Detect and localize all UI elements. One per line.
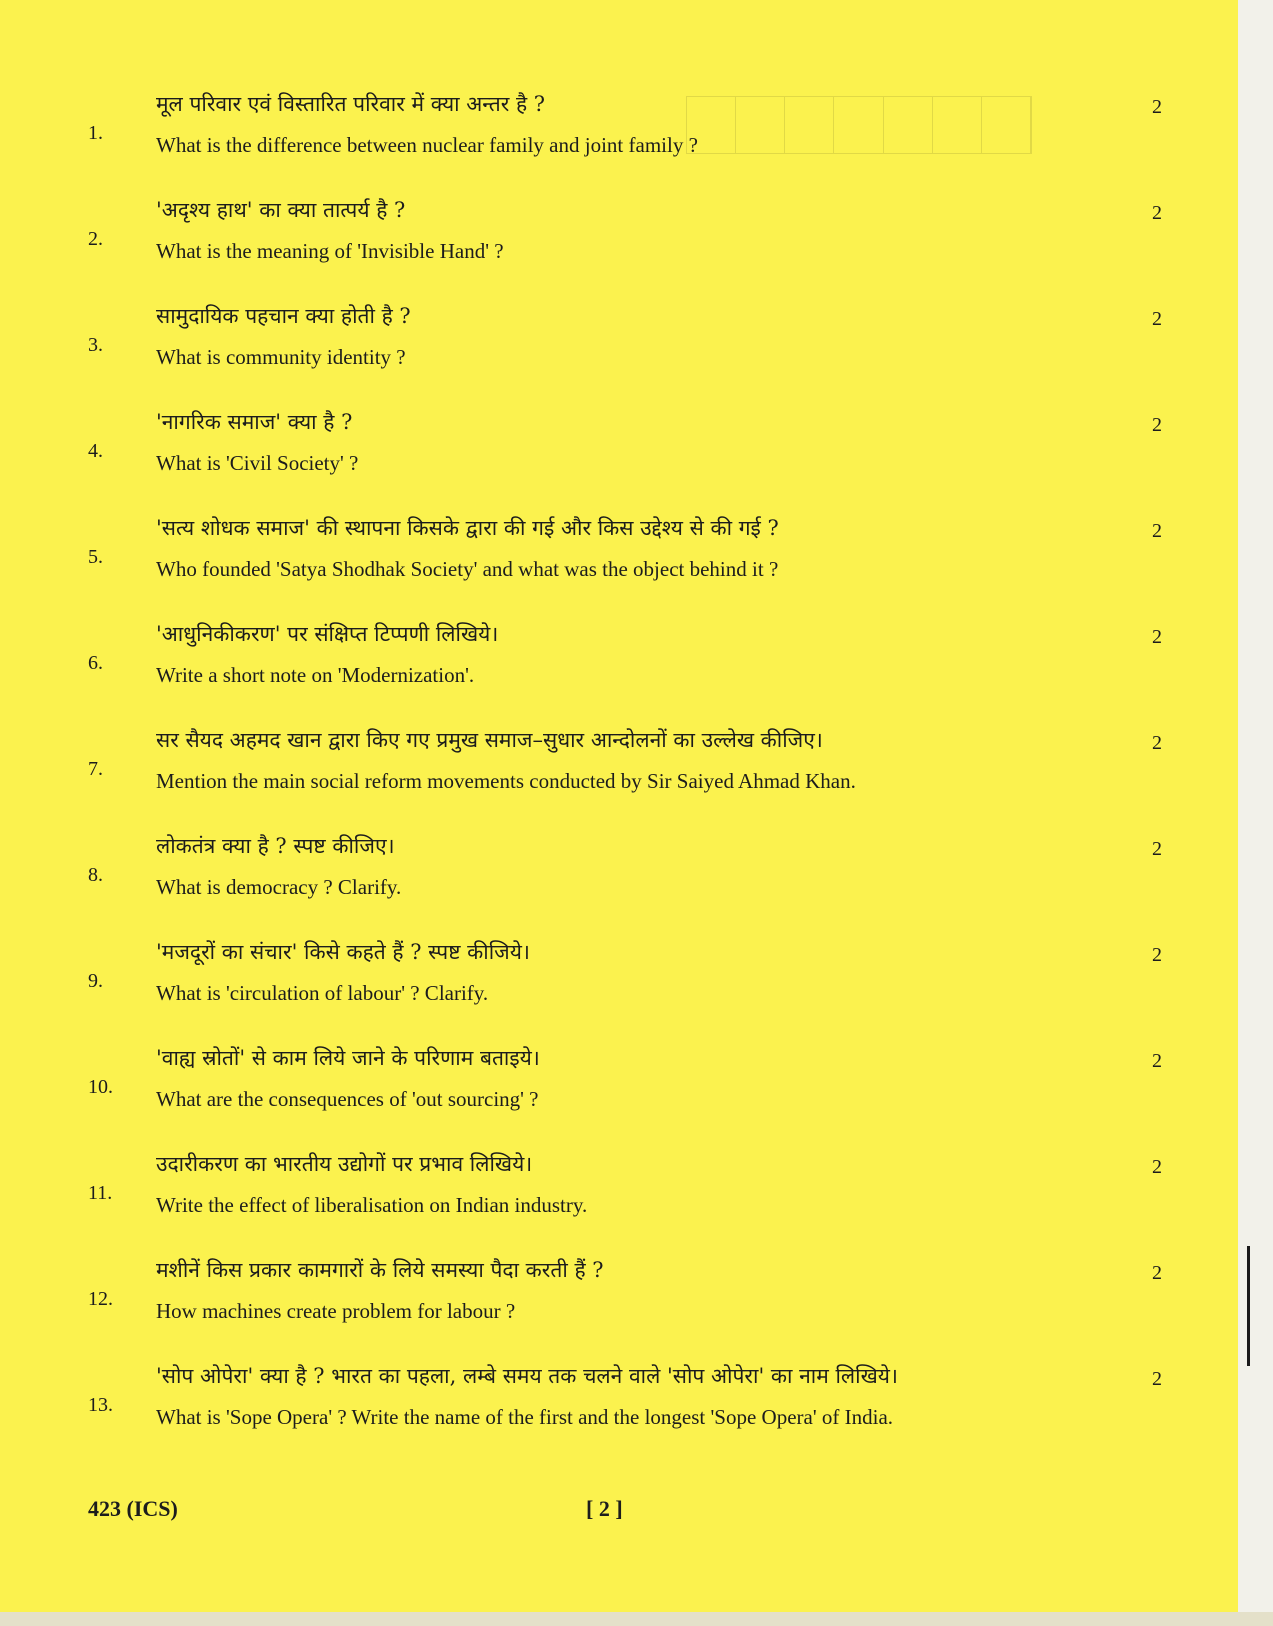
question-number: 8.: [88, 864, 103, 886]
question-number: 11.: [88, 1182, 113, 1204]
question-marks: 2: [1152, 838, 1162, 860]
question-english: What is the difference between nuclear family and joint family ?: [156, 133, 698, 157]
question-marks: 2: [1152, 944, 1162, 966]
question-marks: 2: [1152, 1156, 1162, 1178]
question-number: 10.: [88, 1076, 113, 1098]
margin-mark: [1247, 1246, 1250, 1366]
question-english: Mention the main social reform movements conducted by Sir Saiyed Ahmad Khan.: [156, 769, 856, 793]
question-hindi: मशीनें किस प्रकार कामगारों के लिये समस्या पैदा करती हैं ?: [156, 1258, 604, 1282]
question-number: 12.: [88, 1288, 113, 1310]
question-item: [88, 616, 1162, 722]
question-marks: 2: [1152, 308, 1162, 330]
question-english: What is the meaning of 'Invisible Hand' ?: [156, 239, 504, 263]
question-marks: 2: [1152, 1262, 1162, 1284]
question-english: What are the consequences of 'out sourcing' ?: [156, 1087, 539, 1111]
question-number: 5.: [88, 546, 103, 568]
question-hindi: 'आधुनिकीकरण' पर संक्षिप्त टिप्पणी लिखिये।: [156, 622, 499, 646]
question-number: 13.: [88, 1394, 113, 1416]
question-marks: 2: [1152, 520, 1162, 542]
question-item: [88, 404, 1162, 510]
question-item: [88, 1358, 1162, 1464]
question-english: Write a short note on 'Modernization'.: [156, 663, 475, 687]
question-number: 6.: [88, 652, 103, 674]
question-hindi: मूल परिवार एवं विस्तारित परिवार में क्या अन्तर है ?: [156, 92, 546, 116]
question-marks: 2: [1152, 414, 1162, 436]
question-hindi: सर सैयद अहमद खान द्वारा किए गए प्रमुख समाज–सुधार आन्दोलनों का उल्लेख कीजिए।: [156, 728, 823, 752]
question-item: [88, 722, 1162, 828]
question-number: 4.: [88, 440, 103, 462]
question-english: What is 'Civil Society' ?: [156, 451, 359, 475]
question-marks: 2: [1152, 1050, 1162, 1072]
question-item: [88, 1040, 1162, 1146]
question-hindi: 'अदृश्य हाथ' का क्या तात्पर्य है ?: [156, 198, 406, 222]
question-number: 3.: [88, 334, 103, 356]
question-marks: 2: [1152, 732, 1162, 754]
paper-code: 423 (ICS): [88, 1496, 178, 1521]
question-number: 1.: [88, 122, 103, 144]
question-hindi: 'सत्य शोधक समाज' की स्थापना किसके द्वारा की गई और किस उद्देश्य से की गई ?: [156, 516, 779, 540]
question-list: [88, 86, 1162, 1464]
question-english: Write the effect of liberalisation on Indian industry.: [156, 1193, 588, 1217]
question-english: What is democracy ? Clarify.: [156, 875, 402, 899]
question-english: How machines create problem for labour ?: [156, 1299, 516, 1323]
question-marks: 2: [1152, 202, 1162, 224]
question-number: 9.: [88, 970, 103, 992]
page-number: [ 2 ]: [586, 1496, 623, 1521]
question-item: [88, 298, 1162, 404]
question-marks: 2: [1152, 1368, 1162, 1390]
question-hindi: 'मजदूरों का संचार' किसे कहते हैं ? स्पष्ट कीजिये।: [156, 940, 530, 964]
question-item: [88, 86, 1162, 192]
question-item: [88, 1146, 1162, 1252]
page-bottom-edge: [0, 1612, 1273, 1626]
question-item: [88, 192, 1162, 298]
question-item: [88, 934, 1162, 1040]
question-number: 2.: [88, 228, 103, 250]
question-item: [88, 510, 1162, 616]
question-hindi: सामुदायिक पहचान क्या होती है ?: [156, 304, 411, 328]
question-marks: 2: [1152, 96, 1162, 118]
question-marks: 2: [1152, 626, 1162, 648]
question-hindi: उदारीकरण का भारतीय उद्योगों पर प्रभाव लिखिये।: [156, 1152, 533, 1176]
question-hindi: लोकतंत्र क्या है ? स्पष्ट कीजिए।: [156, 834, 395, 858]
question-number: 7.: [88, 758, 103, 780]
question-english: Who founded 'Satya Shodhak Society' and what was the object behind it ?: [156, 557, 779, 581]
question-english: What is community identity ?: [156, 345, 406, 369]
question-item: [88, 828, 1162, 934]
question-hindi: 'सोप ओपेरा' क्या है ? भारत का पहला, लम्बे समय तक चलने वाले 'सोप ओपेरा' का नाम लिखिये।: [156, 1364, 898, 1388]
question-english: What is 'circulation of labour' ? Clarify.: [156, 981, 489, 1005]
question-english: What is 'Sope Opera' ? Write the name of the first and the longest 'Sope Opera' of India.: [156, 1405, 894, 1429]
page-right-edge: [1238, 0, 1273, 1626]
question-hindi: 'वाह्य स्रोतों' से काम लिये जाने के परिणाम बताइये।: [156, 1046, 540, 1070]
question-item: [88, 1252, 1162, 1358]
question-hindi: 'नागरिक समाज' क्या है ?: [156, 410, 353, 434]
